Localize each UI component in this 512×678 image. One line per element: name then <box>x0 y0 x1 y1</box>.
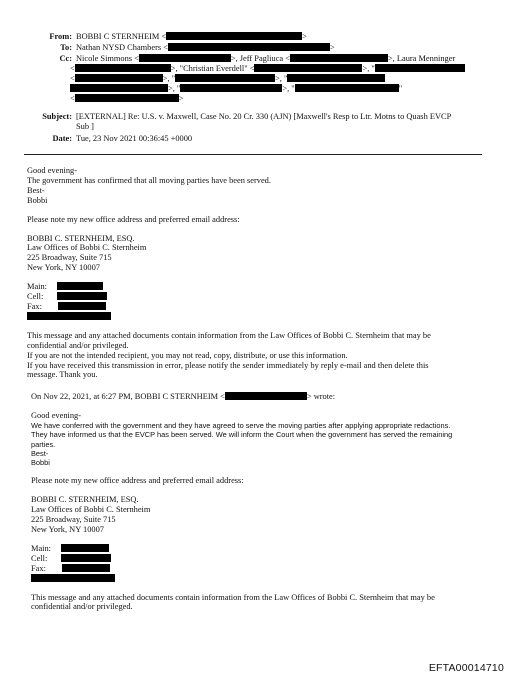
date-label: Date: <box>52 134 72 143</box>
signature-street: 225 Broadway, Suite 715 <box>27 253 112 263</box>
quote-greeting: Good evening- <box>31 411 82 421</box>
redaction <box>180 84 282 92</box>
message-line: The government has confirmed that all moving parties have been served. <box>27 175 271 185</box>
signature-firm: Law Offices of Bobbi C. Sternheim <box>27 243 147 253</box>
quote-signoff: Best- <box>31 448 49 458</box>
redaction <box>70 84 168 92</box>
redaction <box>58 302 106 310</box>
to-label: To: <box>60 43 72 52</box>
header-divider <box>24 154 482 155</box>
disclaimer: confidential and/or privileged. <box>27 340 129 350</box>
document-id: EFTA00014710 <box>428 661 504 674</box>
to-row: To: Nathan NYSD Chambers < > <box>60 43 335 52</box>
quote-fax-number: Fax: <box>31 564 487 574</box>
email-header <box>0 32 512 145</box>
quote-intro: On Nov 22, 2021, at 6:27 PM, BOBBI C STERNHEIM < > wrote: <box>31 392 336 402</box>
redaction <box>57 282 103 290</box>
signature-city: New York, NY 10007 <box>27 263 100 273</box>
sender-name: Bobbi <box>27 195 48 205</box>
disclaimer: If you have received this transmission in error, please notify the sender immediately by reply e-mail and then delete this <box>27 360 429 370</box>
cell-phone: Cell: <box>27 292 487 302</box>
quote-signature-city: New York, NY 10007 <box>31 525 104 534</box>
redaction <box>31 574 115 582</box>
redaction <box>287 74 385 82</box>
quote-signature-firm: Law Offices of Bobbi C. Sternheim <box>31 505 151 515</box>
redaction <box>75 74 163 82</box>
redaction <box>62 564 110 572</box>
date-row <box>0 134 512 145</box>
from-label: From: <box>49 32 72 41</box>
redaction <box>57 292 107 300</box>
redaction <box>27 312 111 320</box>
fax-number: Fax: <box>27 302 487 312</box>
subject-value: [EXTERNAL] Re: U.S. v. Maxwell, Case No. 20 Cr. 330 (AJN) [Maxwell's Resp to Ltr. Motns to Quash EVCP <box>76 112 452 121</box>
redaction <box>166 32 302 40</box>
disclaimer: If you are not the intended recipient, you may not read, copy, distribute, or use this information. <box>27 350 348 360</box>
redaction <box>61 544 109 552</box>
subject-row: Subject: [EXTERNAL] Re: U.S. v. Maxwell, Case No. 20 Cr. 330 (AJN) [Maxwell's Resp to Ltr. Motns to Quash EVCP Sub ] <box>0 112 512 134</box>
quote-cell-phone: Cell: <box>31 554 487 564</box>
redaction <box>175 74 275 82</box>
quote-sender-name: Bobbi <box>31 458 50 468</box>
redaction <box>75 94 179 102</box>
redaction <box>75 64 171 72</box>
cc-row: Cc: Nicole Simmons < >, Jeff Pagliuca < >, Laura Menninger < >, "Christian Everdell" < >, " < >, " >, " >, " >, " " < > <box>0 54 512 110</box>
quote-disclaimer: This message and any attached documents contain information from the Law Offices of Bobbi C. Sternheim that may be <box>31 592 435 602</box>
subject-label: Subject: <box>42 112 72 121</box>
redaction <box>290 54 388 62</box>
quote-signature-name: BOBBI C. STERNHEIM, ESQ. <box>31 495 139 505</box>
date-value: Tue, 23 Nov 2021 00:36:45 +0000 <box>76 134 193 143</box>
redaction <box>61 554 111 562</box>
signature-name: BOBBI C. STERNHEIM, ESQ. <box>27 233 135 243</box>
redaction <box>375 64 465 72</box>
from-row: From: BOBBI C STERNHEIM < > <box>49 32 307 41</box>
to-value: Nathan NYSD Chambers < <box>76 43 168 52</box>
redaction <box>225 392 307 400</box>
address-note: Please note my new office address and preferred email address: <box>27 214 240 224</box>
from-value: BOBBI C STERNHEIM < <box>76 32 167 41</box>
redaction <box>139 54 231 62</box>
disclaimer: This message and any attached documents contain information from the Law Offices of Bobbi C. Sternheim that may be <box>27 330 431 340</box>
redaction <box>168 43 330 51</box>
greeting: Good evening- <box>27 166 78 175</box>
quote-disclaimer: confidential and/or privileged. <box>31 602 133 612</box>
redaction <box>254 64 362 72</box>
quote-signature-street: 225 Broadway, Suite 715 <box>31 515 116 525</box>
redaction <box>295 84 399 92</box>
quoted-message <box>31 392 487 612</box>
main-phone: Main: <box>27 282 487 292</box>
quote-body: We have conferred with the government and they have agreed to serve the moving parties after applying appropriate redactions. <box>31 421 451 431</box>
signoff: Best- <box>27 185 45 195</box>
quote-address-note: Please note my new office address and preferred email address: <box>31 476 244 486</box>
quote-body: parties. <box>31 439 56 449</box>
quote-main-phone: Main: <box>31 544 487 554</box>
disclaimer: message. Thank you. <box>27 370 98 380</box>
cc-label: Cc: <box>59 54 72 63</box>
quote-body: They have informed us that the EVCP has been served. We will inform the Court when the government has served the remaining <box>31 430 453 440</box>
email-body <box>27 166 487 612</box>
